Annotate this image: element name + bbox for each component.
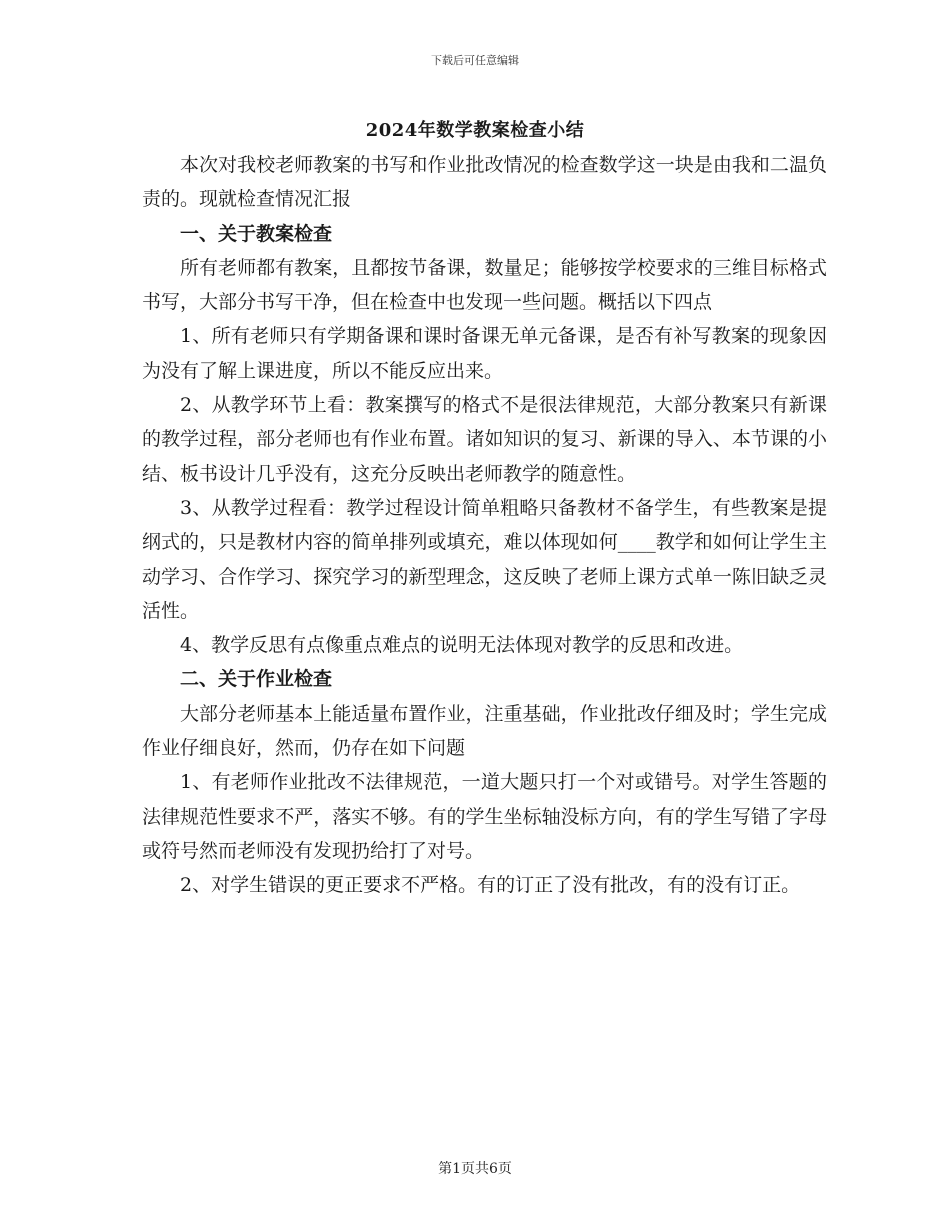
paragraph-homework-point-1: 1、有老师作业批改不法律规范，一道大题只打一个对或错号。对学生答题的法律规范性要求不严，落实不够。有的学生坐标轴没标方向，有的学生写错了字母或符号然而老师没有发现扔给打了对号。 (142, 771, 827, 862)
paragraph-lesson-point-4: 4、教学反思有点像重点难点的说明无法体现对教学的反思和改进。 (180, 634, 744, 657)
paragraph-lesson-point-1: 1、所有老师只有学期备课和课时备课无单元备课，是否有补写教案的现象因为没有了解上课进度，所以不能反应出来。 (142, 325, 827, 382)
paragraph-intro: 本次对我校老师教案的书写和作业批改情况的检查数学这一块是由我和二温负责的。现就检查情况汇报 (142, 154, 827, 211)
document-body (142, 148, 827, 903)
document-title: 2024年数学教案检查小结 (365, 120, 585, 141)
paragraph-homework-summary: 大部分老师基本上能适量布置作业，注重基础，作业批改仔细及时；学生完成作业仔细良好，然而，仍存在如下问题 (142, 702, 827, 760)
paragraph-homework-point-2: 2、对学生错误的更正要求不严格。有的订正了没有批改，有的没有订正。 (180, 874, 801, 897)
page-footer: 第1页共6页 (438, 1161, 512, 1177)
paragraph-lesson-plans-summary: 所有老师都有教案，且都按节备课，数量足；能够按学校要求的三维目标格式书写，大部分书写干净，但在检查中也发现一些问题。概括以下四点 (142, 256, 827, 314)
paragraph-lesson-point-3: 3、从教学过程看：教学过程设计简单粗略只备教材不备学生，有些教案是提纲式的，只是教材内容的简单排列或填充，难以体现如何____教学和如何让学生主动学习、合作学习、探究学习的新型理念，这反映了老师上课方式单一陈旧缺乏灵活性。 (142, 496, 827, 622)
page-header: 下载后可任意编辑 (431, 54, 519, 67)
section-heading-lesson-plans: 一、关于教案检查 (180, 222, 333, 245)
section-heading-homework: 二、关于作业检查 (180, 668, 333, 691)
paragraph-lesson-point-2: 2、从教学环节上看：教案撰写的格式不是很法律规范，大部分教案只有新课的教学过程，部分老师也有作业布置。诸如知识的复习、新课的导入、本节课的小结、板书设计几乎没有，这充分反映出老师教学的随意性。 (142, 394, 827, 485)
